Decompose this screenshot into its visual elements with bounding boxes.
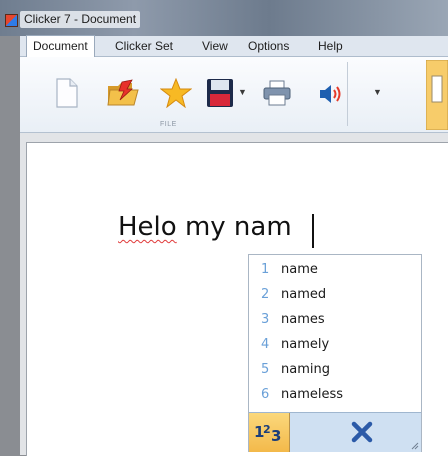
misspelled-word[interactable]: Helo (118, 212, 177, 242)
ribbon (20, 57, 448, 133)
title-bar (0, 0, 448, 36)
prediction-footer (249, 412, 421, 452)
favorite-star-icon[interactable] (160, 78, 192, 108)
numbers-toggle-button[interactable] (249, 413, 290, 452)
svg-text:2: 2 (263, 423, 271, 436)
prediction-item[interactable]: 1 name (261, 262, 318, 277)
document-text[interactable] (118, 212, 292, 242)
svg-text:3: 3 (271, 427, 282, 445)
close-icon[interactable] (349, 419, 375, 445)
prediction-item[interactable]: 4 namely (261, 337, 330, 352)
resize-grip-icon[interactable] (411, 442, 419, 450)
save-disk-icon[interactable] (206, 78, 234, 108)
text-cursor (312, 214, 314, 248)
menu-view[interactable]: View (202, 39, 228, 53)
prediction-item[interactable]: 3 names (261, 312, 325, 327)
menu-help[interactable]: Help (318, 39, 343, 53)
numbers-tool-icon[interactable] (426, 60, 448, 130)
menu-bar (20, 36, 448, 57)
document-text-rest: my nam (176, 212, 292, 242)
new-document-icon[interactable] (55, 78, 79, 108)
save-dropdown-icon[interactable]: ▼ (238, 87, 247, 97)
speaker-icon[interactable] (318, 82, 344, 106)
print-icon[interactable] (262, 80, 292, 106)
window-title: Clicker 7 - Document (20, 11, 140, 28)
app-icon (5, 14, 18, 27)
word-prediction-popup (248, 254, 422, 452)
menu-clicker-set[interactable]: Clicker Set (115, 39, 174, 53)
prediction-item[interactable]: 5 naming (261, 362, 330, 377)
menu-document[interactable]: Document (26, 35, 95, 57)
speaker-dropdown-icon[interactable]: ▼ (373, 87, 382, 97)
menu-options[interactable]: Options (248, 39, 290, 53)
prediction-item[interactable]: 6 nameless (261, 387, 344, 402)
ribbon-group-file-label: FILE (160, 121, 177, 128)
numbers-icon (249, 413, 289, 452)
ribbon-separator (347, 62, 348, 126)
prediction-item[interactable]: 2 named (261, 287, 327, 302)
svg-text:1: 1 (254, 423, 265, 441)
open-folder-icon[interactable] (106, 78, 140, 108)
